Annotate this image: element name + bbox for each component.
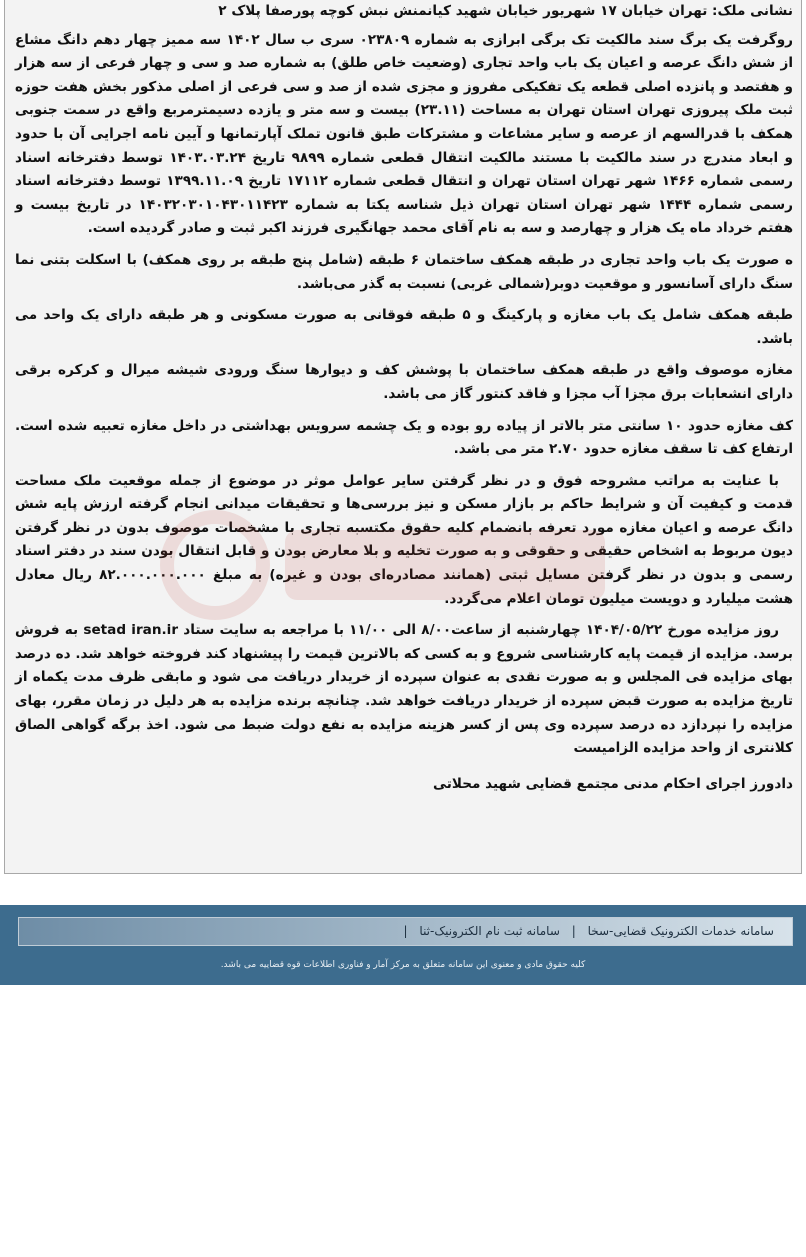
footer-link-bar [18, 917, 793, 946]
notice-paragraph-floor-height: کف مغازه حدود ۱۰ سانتی متر بالاتر از پیاده رو بوده و یک چشمه سرویس بهداشتی در داخل مغازه تعبیه شده است. ارتفاع کف تا سقف مغازه حدود ۲.۷۰ متر می باشد. [15, 417, 793, 458]
footer-link-sana[interactable]: سامانه ثبت نام الکترونیک-ثنا [419, 924, 560, 938]
signature: دادورز اجرای احکام مدنی مجتمع قضایی شهید محلاتی [433, 775, 793, 792]
property-address: نشانی ملک: تهران خیابان ۱۷ شهریور خیابان شهید کیانمنش نبش کوچه پورصفا پلاک ۲ [218, 3, 793, 19]
notice-paragraph-auction: روز مزایده مورخ ۱۴۰۴/۰۵/۲۲ چهارشنبه از ساعت۸/۰۰ الی ۱۱/۰۰ با مراجعه به سایت ستاد setad iran.ir به فروش برسد. مزایده از قیمت پایه کارشناسی شروع و به کسی که بالاترین قیمت را پیشنهاد کند فروخته خواهد شد. ده درصد بهای مزایده فی المجلس و به صورت نقدی به عنوان سپرده از خریدار دریافت می شود و مابقی ظرف مدت یکماه از تاریخ مزایده به صورت قبض سپرده از خریدار دریافت خواهد شد. چنانچه برنده مزایده به هر دلیل در زمان مقرر، بهای مزایده را نپردازد ده درصد سپرده وی پس از کسر هزینه مزایده به نفع دولت ضبط می شود. اخذ برگه گواهی الصاق کلانتری از واحد مزایده الزامیست [15, 622, 793, 757]
notice-paragraph-deed: روگرفت یک برگ سند مالکیت تک برگی ابرازی به شماره ۰۲۳۸۰۹ سری ب سال ۱۴۰۲ سه ممیز چهار دهم دانگ مشاع از شش دانگ عرصه و اعیان یک باب واحد تجاری (وضعیت خاص طلق) به شماره صد و سی و چهار فرعی از سه هزار و هفتصد و پانزده اصلی قطعه یک تفکیکی مفروز و مجزی شده از صد و سی فرعی از اصلی مذکور بخش هفت حوزه ثبت ملک پیروزی تهران استان تهران به مساحت (۲۳.۱۱) بیست و سه متر و یازده دسیمترمربع واقع در سمت جنوبی همکف با قدرالسهم از عرصه و سایر مشاعات و مشترکات طبق قانون تملک آپارتمانها و آیین نامه اجرایی آن با حدود و ابعاد مندرج در سند مالکیت با مستند مالکیت انتقال قطعی شماره ۹۸۹۹ تاریخ ۱۴۰۳.۰۳.۲۴ توسط دفترخانه اسناد رسمی شماره ۱۴۶۶ شهر تهران استان تهران و انتقال قطعی شماره ۱۷۱۱۲ تاریخ ۱۳۹۹.۱۱.۰۹ توسط دفترخانه اسناد رسمی شماره ۱۴۴۴ شهر تهران استان تهران ذیل شناسه یکتا به شماره ۱۴۰۳۲۰۳۰۱۰۴۳۰۱۱۴۲۳ در تاریخ بیست و هفتم خرداد ماه یک هزار و چهارصد و سه به نام آقای محمد جهانگیری فرزند اکبر ثبت و صادر گردیده است. [15, 31, 794, 237]
footer-separator: | [571, 924, 576, 938]
notice-paragraph-building: ه صورت یک باب واحد تجاری در طبقه همکف ساختمان ۶ طبقه (شامل پنج طبقه بر روی همکف) با اسکلت بتنی نما سنگ دارای آسانسور و موقعیت دوبر(شمالی غربی) نسبت به گذر می‌باشد. [15, 251, 793, 292]
footer-links [400, 924, 778, 938]
notice-panel [4, 0, 802, 874]
footer-separator-end: | [403, 924, 408, 938]
site-footer [0, 905, 806, 985]
notice-paragraph-valuation: با عنایت به مراتب مشروحه فوق و در نظر گرفتن سایر عوامل موثر در موضوع از جمله موقعیت ملک مساحت قدمت و کیفیت آن و شرایط حاکم بر بازار مسکن و نیز بررسی‌ها و تحقیقات میدانی انجام گرفته ارزش پایه شش دانگ عرصه و اعیان مغازه مورد تعرفه بانضمام کلیه حقوق مکتسبه تجاری با مشخصات موصوف بدون در نظر گرفتن دیون مربوط به اشخاص حقیقی و حقوقی و به صورت تخلیه و بلا معارض بودن و قابل انتقال بودن سند در دفتر اسناد رسمی و بدون در نظر گرفتن مسایل ثبتی (همانند مصادره‌ای بودن و غیره) به مبلغ ۸۲.۰۰۰.۰۰۰.۰۰۰ ریال معادل هشت میلیارد و دویست میلیون تومان اعلام می‌گردد. [15, 472, 793, 607]
footer-link-sakha[interactable]: سامانه خدمات الکترونیک قضایی-سخا [587, 924, 774, 938]
notice-paragraph-shop: مغازه موصوف واقع در طبقه همکف ساختمان با پوشش کف و دیوارها سنگ ورودی شیشه میرال و کرکره برقی دارای انشعابات برق مجزا آب مجزا و فاقد کنتور گاز می باشد. [15, 362, 793, 402]
notice-content [15, 0, 793, 804]
footer-copyright: کلیه حقوق مادی و معنوی این سامانه متعلق به مرکز آمار و فناوری اطلاعات قوه قضاییه می باشد. [220, 960, 586, 970]
notice-paragraph-floors: طبقه همکف شامل یک باب مغازه و پارکینگ و ۵ طبقه فوقانی به صورت مسکونی و هر طبقه دارای یک واحد می باشد. [15, 307, 794, 347]
